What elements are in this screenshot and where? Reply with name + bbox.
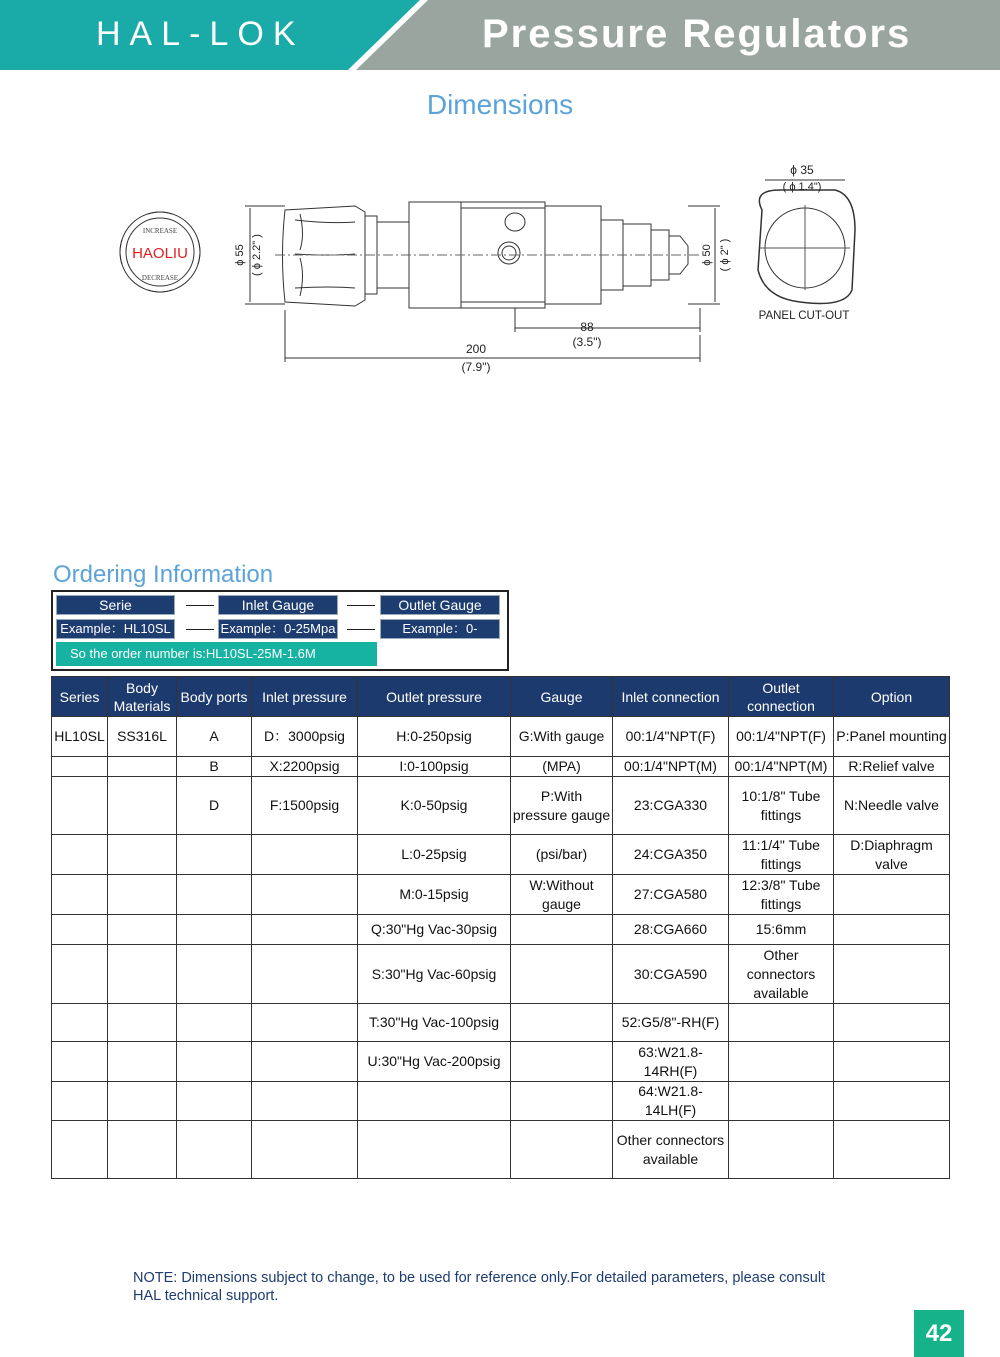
table-cell: 24:CGA350 [613,835,729,875]
col-header: Outlet pressure [358,677,511,717]
table-cell: P:With pressure gauge [511,777,613,835]
table-cell: B [177,757,252,777]
order-number-result: So the order number is:HL10SL-25M-1.6M [56,642,377,666]
dim-50-label: ϕ 50 [701,244,713,266]
table-cell [108,1042,177,1082]
table-row [52,1082,950,1121]
brand-name: HAL-LOK [96,15,305,53]
table-cell [52,777,108,835]
table-cell: I:0-100psig [358,757,511,777]
regulator-side-view [275,202,700,308]
knob-decrease-label: DECREASE [141,274,179,282]
table-cell [52,835,108,875]
page-title: Pressure Regulators [482,12,912,56]
table-cell [108,1004,177,1042]
knob-brand-label: HAOLIU [132,245,188,262]
page-header [0,0,1000,70]
inlet-gauge-label: Inlet Gauge [218,595,338,615]
table-cell [177,945,252,1004]
table-cell [511,1004,613,1042]
dimension-lines [245,206,720,362]
table-cell: P:Panel mounting [834,717,950,757]
dim-55-inch-label: ( ϕ 2.2" ) [251,234,263,276]
table-cell: D:Diaphragm valve [834,835,950,875]
table-cell: G:With gauge [511,717,613,757]
dim-200-label: 200 [465,342,487,356]
table-row [52,1042,950,1082]
page-number: 42 [914,1310,964,1357]
table-cell: 00:1/4"NPT(M) [729,757,834,777]
table-cell [358,1121,511,1179]
table-cell [729,1121,834,1179]
dimensions-title: Dimensions [426,89,574,120]
table-cell: R:Relief valve [834,757,950,777]
table-cell [834,1121,950,1179]
table-cell [252,945,358,1004]
table-cell [834,945,950,1004]
table-cell [177,915,252,945]
table-cell: F:1500psig [252,777,358,835]
table-cell [52,945,108,1004]
table-cell: 64:W21.8-14LH(F) [613,1082,729,1121]
table-cell [252,1082,358,1121]
table-row [52,875,950,915]
table-cell: 00:1/4"NPT(F) [729,717,834,757]
table-cell [511,1082,613,1121]
table-cell: A [177,717,252,757]
table-cell [511,915,613,945]
table-cell: 12:3/8" Tube fittings [729,875,834,915]
table-cell: 28:CGA660 [613,915,729,945]
table-cell: 63:W21.8-14RH(F) [613,1042,729,1082]
table-cell [108,1082,177,1121]
panel-cutout-label: PANEL CUT-OUT [758,310,850,322]
table-cell [52,1042,108,1082]
table-cell: 11:1/4" Tube fittings [729,835,834,875]
table-cell [729,1082,834,1121]
table-cell [108,1121,177,1179]
table-cell [177,1121,252,1179]
table-cell [52,875,108,915]
table-row [52,757,950,777]
table-row [52,835,950,875]
table-cell: Other connectors available [729,945,834,1004]
table-cell: D：3000psig [252,717,358,757]
table-row [52,915,950,945]
table-cell: X:2200psig [252,757,358,777]
table-cell: (psi/bar) [511,835,613,875]
table-cell: 23:CGA330 [613,777,729,835]
table-cell: HL10SL [52,717,108,757]
table-cell: U:30"Hg Vac-200psig [358,1042,511,1082]
dimension-drawing [100,150,900,390]
table-cell: T:30"Hg Vac-100psig [358,1004,511,1042]
table-cell [52,1004,108,1042]
order-example-box [51,590,509,671]
panel-cutout-view [758,180,855,304]
table-cell [108,835,177,875]
dim-88-label: 88 [580,320,594,334]
table-cell: 00:1/4"NPT(M) [613,757,729,777]
dim-200-inch-label: (7.9") [461,360,491,374]
footnote: NOTE: Dimensions subject to change, to be used for reference only.For detailed parameters, please consult HAL technical support. [133,1270,826,1304]
table-cell [834,1004,950,1042]
table-cell [834,1042,950,1082]
connector-line [347,605,375,606]
table-cell [511,1042,613,1082]
table-cell [108,875,177,915]
dim-88-inch-label: (3.5") [572,335,602,349]
connector-line [347,629,375,630]
table-cell [511,945,613,1004]
col-header: Inlet pressure [252,677,358,717]
table-cell [177,1042,252,1082]
col-header: Body ports [177,677,252,717]
table-cell [729,1042,834,1082]
table-cell [252,915,358,945]
table-cell [108,757,177,777]
connector-line [186,629,214,630]
ordering-title: Ordering Information [53,561,274,588]
table-row [52,1121,950,1179]
table-cell [834,915,950,945]
table-cell: (MPA) [511,757,613,777]
col-header: Gauge [511,677,613,717]
table-cell [252,875,358,915]
table-cell [252,835,358,875]
table-cell [834,1082,950,1121]
knob-increase-label: INCREASE [142,227,178,235]
table-cell [108,915,177,945]
table-cell [108,945,177,1004]
table-cell: 15:6mm [729,915,834,945]
table-row [52,777,950,835]
col-header: Outlet connection [729,677,834,717]
table-cell: 27:CGA580 [613,875,729,915]
ordering-table [51,676,950,1179]
col-header: Series [52,677,108,717]
dim-55-label: ϕ 55 [234,244,246,266]
table-cell [252,1042,358,1082]
col-header: Body Materials [108,677,177,717]
table-cell [729,1004,834,1042]
table-cell: M:0-15psig [358,875,511,915]
table-cell [52,1082,108,1121]
table-cell: Q:30"Hg Vac-30psig [358,915,511,945]
table-row [52,945,950,1004]
table-cell [52,757,108,777]
serie-label: Serie [56,595,175,615]
table-header-row [52,677,950,717]
table-cell [52,1121,108,1179]
table-row [52,717,950,757]
table-cell: K:0-50psig [358,777,511,835]
table-cell: N:Needle valve [834,777,950,835]
dim-35-label: ϕ 35 [790,163,814,177]
dim-35-inch-label: ( ϕ 1.4") [782,181,822,193]
dim-50-inch-label: ( ϕ 2" ) [719,238,731,272]
table-cell [52,915,108,945]
table-cell: 10:1/8" Tube fittings [729,777,834,835]
table-cell [177,1082,252,1121]
col-header: Inlet connection [613,677,729,717]
inlet-gauge-example: Example：0-25Mpa [218,619,338,639]
table-cell [252,1121,358,1179]
table-cell: D [177,777,252,835]
table-cell: S:30"Hg Vac-60psig [358,945,511,1004]
table-cell: Other connectors available [613,1121,729,1179]
table-cell [252,1004,358,1042]
table-cell: 52:G5/8"-RH(F) [613,1004,729,1042]
table-cell [108,777,177,835]
table-cell [177,875,252,915]
outlet-gauge-label: Outlet Gauge [380,595,500,615]
table-cell [177,835,252,875]
table-cell [358,1082,511,1121]
table-cell [834,875,950,915]
table-cell: W:Without gauge [511,875,613,915]
table-cell [177,1004,252,1042]
col-header: Option [834,677,950,717]
table-cell: 00:1/4"NPT(F) [613,717,729,757]
serie-example: Example：HL10SL [56,619,175,639]
table-cell: H:0-250psig [358,717,511,757]
table-cell: SS316L [108,717,177,757]
table-row [52,1004,950,1042]
table-cell: 30:CGA590 [613,945,729,1004]
table-cell: L:0-25psig [358,835,511,875]
connector-line [186,605,214,606]
table-cell [511,1121,613,1179]
outlet-gauge-example: Example：0-1.6Mpa [380,619,500,639]
